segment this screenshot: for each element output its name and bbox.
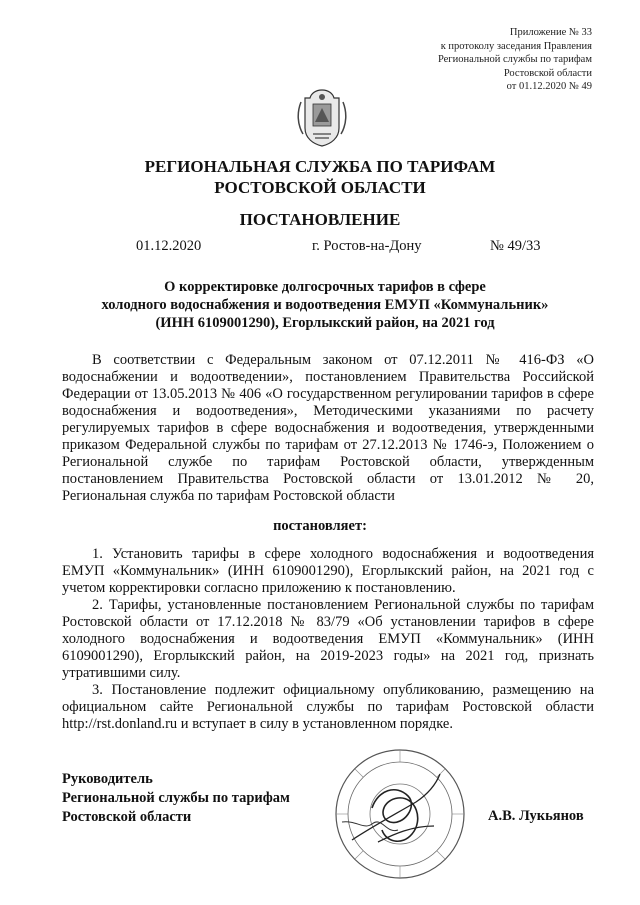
appendix-line: Региональной службы по тарифам <box>437 54 592 65</box>
appendix-note <box>438 26 592 94</box>
document-city: г. Ростов-на-Дону <box>312 238 422 254</box>
document-type: ПОСТАНОВЛЕНИЕ <box>239 210 401 229</box>
document-subject <box>60 278 590 332</box>
coat-of-arms-icon <box>295 88 349 148</box>
appendix-line: Ростовской области <box>503 67 592 79</box>
organization-title <box>0 156 640 198</box>
subject-line: (ИНН 6109001290), Егорлыкский район, на 2021 год <box>155 315 495 331</box>
appendix-line: к протоколу заседания Правления <box>440 40 592 52</box>
organization-title-line: РЕГИОНАЛЬНАЯ СЛУЖБА ПО ТАРИФАМ <box>144 157 496 176</box>
subject-line: холодного водоснабжения и водоотведения ЕМУП «Коммунальник» <box>101 297 549 313</box>
signatory-title-line: Руководитель <box>62 771 153 787</box>
signatory-name: А.В. Лукьянов <box>488 808 584 824</box>
resolution-item: 3. Постановление подлежит официальному опубликованию, размещению на официальном сайте Региональной службы по тарифам Ростовской области http://rst.donland.ru и вступает в силу в установленном порядке. <box>62 682 594 732</box>
signatory-title <box>62 770 290 827</box>
official-seal-and-signature-icon <box>312 742 472 882</box>
subject-line: О корректировке долгосрочных тарифов в сфере <box>164 279 486 295</box>
organization-title-line: РОСТОВСКОЙ ОБЛАСТИ <box>214 178 426 197</box>
appendix-line: Приложение № 33 <box>509 27 592 38</box>
resolves-heading: постановляет: <box>273 518 367 534</box>
intro-paragraph: В соответствии с Федеральным законом от 07.12.2011 № 416-ФЗ «О водоснабжении и водоотведении», постановлением Правительства Российской Федерации от 13.05.2013 № 406 «О государственном регулировании тарифов в сфере водоснабжения и водоотведения», Методическими указаниями по расчету регулируемых тарифов в сфере водоснабжения и водоотведения, утвержденными приказом Федеральной службы по тарифам от 27.12.2013 № 1746-э, Положением о Региональной службе по тарифам Ростовской области, утвержденным постановлением Правительства Ростовской области от 13.01.2012 № 20, Региональная служба по тарифам Ростовской области <box>62 352 594 504</box>
resolution-items <box>62 546 594 733</box>
resolution-item: 1. Установить тарифы в сфере холодного водоснабжения и водоотведения ЕМУП «Коммунальник» (ИНН 6109001290), Егорлыкский район, на 2021 год с учетом корректировки согласно приложению к постановлению. <box>62 546 594 596</box>
document-date: 01.12.2020 <box>136 238 202 254</box>
appendix-line: от 01.12.2020 № 49 <box>506 81 592 92</box>
signatory-title-line: Региональной службы по тарифам <box>62 790 290 806</box>
document-number: № 49/33 <box>490 238 541 254</box>
resolution-item: 2. Тарифы, установленные постановлением Региональной службы по тарифам Ростовской области от 17.12.2018 № 83/79 «Об установлении тарифов в сфере холодного водоснабжения и водоотведения ЕМУП «Коммунальник» (ИНН 6109001290), Егорлыкский район, на 2019-2023 годы» на 2021 год, признать утратившими силу. <box>62 597 594 681</box>
signatory-title-line: Ростовской области <box>62 809 192 825</box>
